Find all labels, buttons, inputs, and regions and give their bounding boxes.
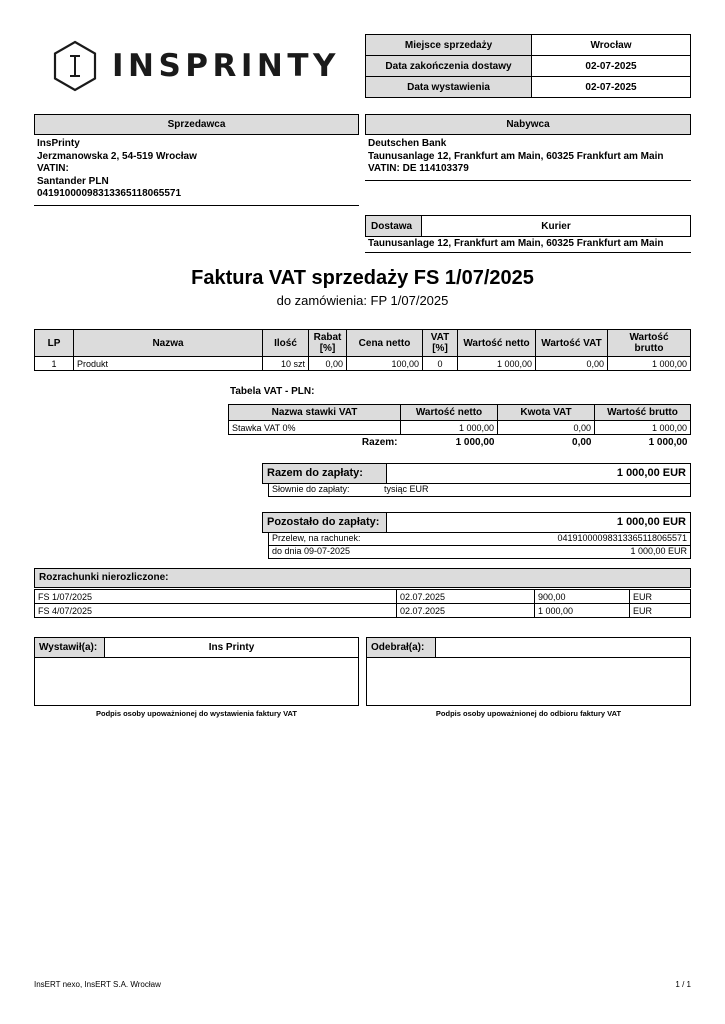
col-net-price: Cena netto [347, 330, 423, 357]
settlement-doc: FS 1/07/2025 [35, 590, 397, 604]
hexagon-logo-icon [52, 40, 98, 92]
col-discount [309, 330, 347, 357]
info-label: Miejsce sprzedaży [366, 35, 532, 56]
delivery-address: Taunusanlage 12, Frankfurt am Main, 60325 Frankfurt am Main [365, 236, 691, 253]
transfer-label: Przelew, na rachunek: [272, 533, 361, 543]
seller-name: InsPrinty [37, 138, 80, 149]
delivery-row [366, 216, 691, 237]
vat-total-label: Razem: [361, 437, 398, 449]
info-row [366, 77, 691, 98]
col-gross [608, 330, 691, 357]
col-vat [423, 330, 458, 357]
table-row [35, 590, 691, 604]
received-by-caption: Podpis osoby upoważnionej do odbioru faktury VAT [435, 709, 622, 718]
due-label: do dnia 09-07-2025 [272, 546, 351, 556]
settlement-date: 02.07.2025 [397, 604, 535, 618]
col-name: Nazwa [74, 330, 263, 357]
col-lp: LP [35, 330, 74, 357]
vat-summary-table [228, 404, 691, 451]
vat-col-gross: Wartość brutto [595, 405, 691, 421]
vat-total-vat: 0,00 [572, 437, 592, 449]
item-vat-value: 0,00 [536, 357, 608, 371]
buyer-name: Deutschen Bank [368, 138, 447, 149]
item-vat: 0 [423, 357, 458, 371]
table-row [35, 357, 691, 371]
item-net-value: 1 000,00 [458, 357, 536, 371]
amount-in-words-row [268, 484, 691, 497]
issued-by-label: Wystawił(a): [34, 637, 105, 658]
settlement-date: 02.07.2025 [397, 590, 535, 604]
due-amount: 1 000,00 EUR [630, 546, 687, 556]
col-gross-line2: brutto [634, 343, 664, 354]
received-by-block [366, 637, 691, 718]
transfer-row [268, 533, 691, 546]
issued-by-block [34, 637, 359, 718]
due-row [268, 546, 691, 559]
seller-block [34, 114, 359, 206]
amount-in-words-label: Słownie do zapłaty: [272, 484, 350, 494]
issued-by-header [34, 637, 359, 658]
info-label: Data zakończenia dostawy [366, 56, 532, 77]
delivery-method: Kurier [422, 216, 691, 237]
info-value: Wrocław [532, 35, 691, 56]
col-vat-line2: [%] [432, 343, 448, 354]
items-header [35, 330, 691, 357]
item-qty: 10 szt [263, 357, 309, 371]
seller-details [34, 135, 359, 206]
seller-bank: Santander PLN [37, 175, 109, 187]
brand-name: INSPRINTY [112, 48, 340, 84]
vat-table-caption: Tabela VAT - PLN: [230, 386, 315, 397]
invoice-title: Faktura VAT sprzedaży FS 1/07/2025 [191, 267, 534, 289]
info-value: 02-07-2025 [532, 56, 691, 77]
vat-total-row [229, 435, 691, 451]
settlements-table [34, 589, 691, 618]
settlements-block [34, 568, 691, 618]
received-by-label: Odebrał(a): [366, 637, 436, 658]
vat-net: 1 000,00 [401, 421, 498, 435]
received-by-name [436, 637, 691, 658]
delivery-table [365, 215, 691, 237]
col-vat-value: Wartość VAT [536, 330, 608, 357]
item-net-price: 100,00 [347, 357, 423, 371]
seller-address: Jerzmanowska 2, 54-519 Wrocław [37, 150, 197, 162]
col-discount-line1: Rabat [313, 332, 342, 343]
remaining-header [262, 512, 691, 533]
settlement-currency: EUR [630, 604, 691, 618]
item-discount: 0,00 [309, 357, 347, 371]
settlement-amount: 1 000,00 [535, 604, 630, 618]
vat-header [229, 405, 691, 421]
buyer-vatin: VATIN: DE 114103379 [368, 163, 469, 174]
vat-col-net: Wartość netto [401, 405, 498, 421]
info-value: 02-07-2025 [532, 77, 691, 98]
remaining-block [262, 512, 691, 559]
remaining-label: Pozostało do zapłaty: [262, 512, 387, 533]
item-name: Produkt [74, 357, 263, 371]
transfer-account: 04191000098313365118065571 [557, 533, 687, 543]
invoice-subtitle: do zamówienia: FP 1/07/2025 [276, 293, 449, 308]
buyer-address: Taunusanlage 12, Frankfurt am Main, 60325 Frankfurt am Main [368, 150, 664, 162]
settlement-amount: 900,00 [535, 590, 630, 604]
buyer-heading: Nabywca [365, 114, 691, 135]
col-gross-line1: Wartość [629, 332, 669, 343]
total-to-pay-amount: 1 000,00 EUR [387, 463, 691, 484]
total-to-pay-label: Razem do zapłaty: [262, 463, 387, 484]
remaining-amount: 1 000,00 EUR [387, 512, 691, 533]
settlement-doc: FS 4/07/2025 [35, 604, 397, 618]
vat-amount: 0,00 [498, 421, 595, 435]
info-label: Data wystawienia [366, 77, 532, 98]
settlement-currency: EUR [630, 590, 691, 604]
amount-in-words: tysiąc EUR [384, 484, 429, 494]
vat-total-net: 1 000,00 [455, 437, 495, 449]
col-qty: Ilość [263, 330, 309, 357]
seller-heading: Sprzedawca [34, 114, 359, 135]
settlements-heading: Rozrachunki nierozliczone: [34, 568, 691, 588]
item-lp: 1 [35, 357, 74, 371]
table-row [229, 421, 691, 435]
footer-software: InsERT nexo, InsERT S.A. Wrocław [34, 980, 161, 989]
delivery-label: Dostawa [366, 216, 422, 237]
issued-by-caption: Podpis osoby upoważnionej do wystawienia faktury VAT [96, 709, 297, 718]
items-table [34, 329, 691, 371]
seller-account: 04191000098313365118065571 [37, 188, 182, 199]
buyer-block [365, 114, 691, 181]
issued-by-name: Ins Printy [105, 637, 359, 658]
info-row [366, 56, 691, 77]
seller-vatin: VATIN: [37, 163, 69, 174]
col-vat-line1: VAT [430, 332, 450, 343]
vat-total-gross: 1 000,00 [648, 437, 688, 449]
invoice-info-table [365, 34, 691, 98]
received-by-header [366, 637, 691, 658]
info-row [366, 35, 691, 56]
vat-rate: Stawka VAT 0% [229, 421, 401, 435]
col-net-value: Wartość netto [458, 330, 536, 357]
total-to-pay-block [262, 463, 691, 497]
total-to-pay-header [262, 463, 691, 484]
vat-col-vat: Kwota VAT [498, 405, 595, 421]
issued-by-signature-box [34, 658, 359, 706]
col-discount-line2: [%] [319, 343, 336, 354]
company-logo [52, 40, 340, 92]
table-row [35, 604, 691, 618]
buyer-details [365, 135, 691, 181]
page-number: 1 / 1 [675, 980, 691, 989]
vat-gross: 1 000,00 [595, 421, 691, 435]
vat-col-rate: Nazwa stawki VAT [229, 405, 401, 421]
received-by-signature-box [366, 658, 691, 706]
item-gross: 1 000,00 [608, 357, 691, 371]
